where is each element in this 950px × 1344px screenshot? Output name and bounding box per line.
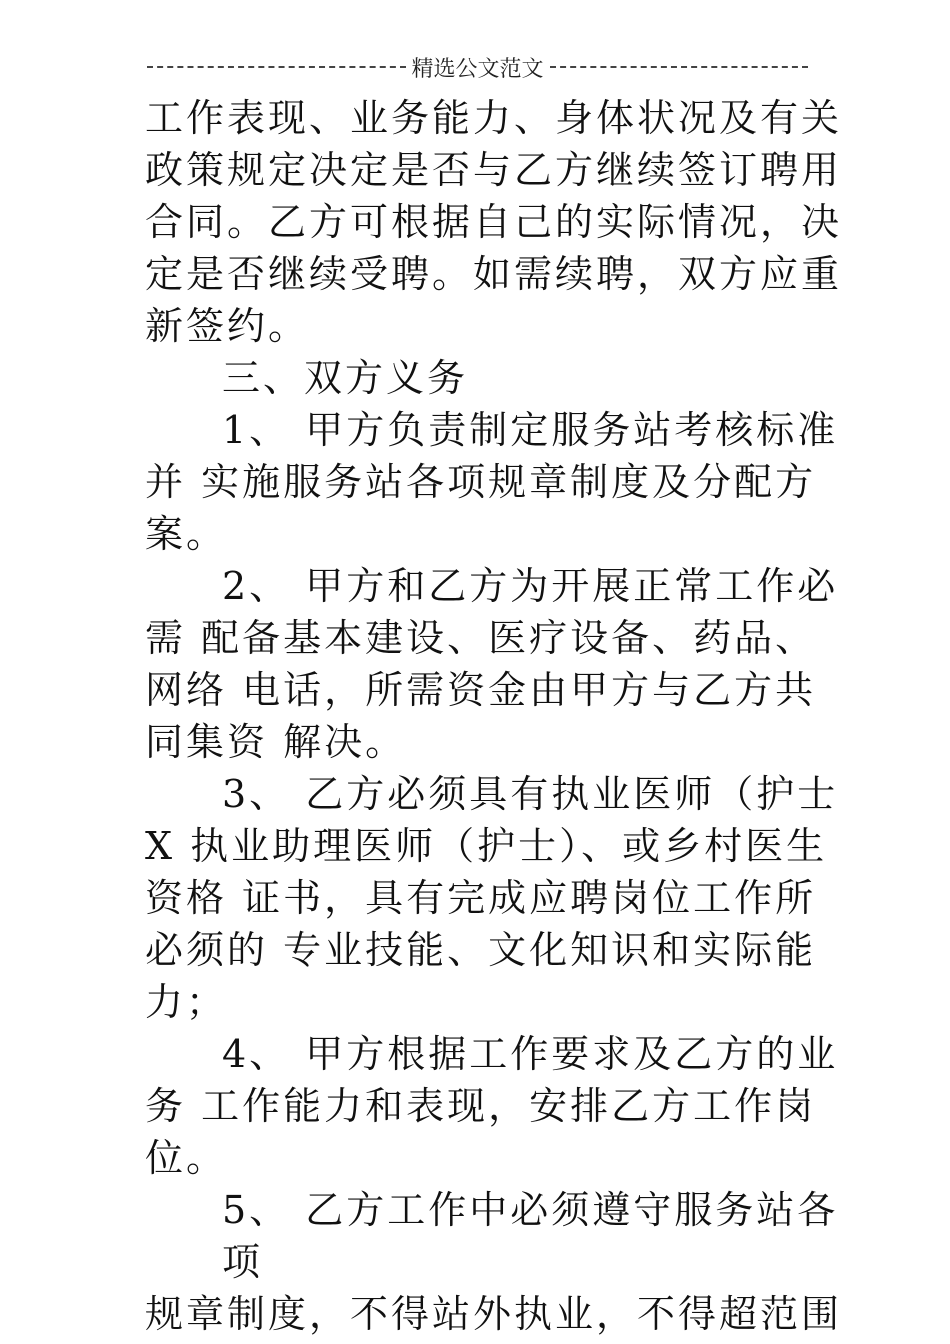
text-line: 务 工作能力和表现，安排乙方工作岗: [145, 1084, 817, 1128]
text-line: 4、 甲方根据工作要求及乙方的业: [222, 1032, 839, 1076]
text-line: 1、 甲方负责制定服务站考核标准: [222, 408, 839, 452]
text-line: 网络 电话，所需资金由甲方与乙方共: [145, 668, 817, 712]
document-body: [145, 92, 843, 1340]
text-line: 2、 甲方和乙方为开展正常工作必: [222, 564, 839, 608]
text-line: X 执业助理医师（护士）、或乡村医生: [145, 824, 828, 868]
text-line: 5、 乙方工作中必须遵守服务站各: [222, 1188, 839, 1232]
text-line: 工作表现、业务能力、身体状况及有关: [145, 96, 843, 140]
text-line: 并 实施服务站各项规章制度及分配方: [145, 460, 817, 504]
page-header: [145, 52, 810, 82]
text-line: 同集资 解决。: [145, 720, 407, 764]
text-line: 合同。乙方可根据自己的实际情况，决: [145, 200, 843, 244]
text-line: 资格 证书，具有完成应聘岗位工作所: [145, 876, 817, 920]
header-title: 精选公文范文: [411, 56, 544, 82]
text-line: 案。: [145, 512, 228, 556]
section-heading: 三、双方义务: [222, 356, 469, 400]
text-line: 定是否继续受聘。如需续聘，双方应重: [145, 252, 843, 296]
text-line: 需 配备基本建设、医疗设备、药品、: [145, 616, 817, 660]
text-line: 项: [222, 1240, 264, 1284]
text-line: 位。: [145, 1136, 228, 1180]
header-dash-left: [147, 66, 406, 68]
header-dash-right: [550, 66, 809, 68]
text-line: 3、 乙方必须具有执业医师（护士: [222, 772, 839, 816]
text-line: 新签约。: [145, 304, 310, 348]
text-line: 规章制度，不得站外执业，不得超范围: [145, 1292, 843, 1336]
text-line: 必须的 专业技能、文化知识和实际能: [145, 928, 817, 972]
text-line: 力；: [145, 980, 228, 1024]
text-line: 政策规定决定是否与乙方继续签订聘用: [145, 148, 843, 192]
